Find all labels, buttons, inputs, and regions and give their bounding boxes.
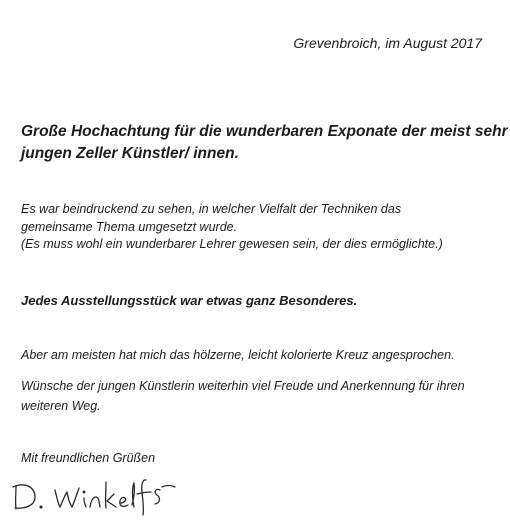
paragraph3-line-2: weiteren Weg. [21,399,101,413]
handwritten-signature [10,476,180,516]
paragraph-techniques [21,201,443,254]
closing-greeting: Mit freundlichen Grüßen [21,451,156,465]
heading-line-2: jungen Zeller Künstler/ innen. [21,145,239,162]
paragraph1-line-1: Es war beindruckend zu sehen, in welcher Vielfalt der Techniken das [21,202,402,216]
paragraph-cross: Aber am meisten hat mich das hölzerne, leicht kolorierte Kreuz angesprochen. [21,348,455,362]
paragraph1-line-3: (Es muss wohl ein wunderbarer Lehrer gewesen sein, der dies ermöglichte.) [21,237,443,251]
letter-heading [21,121,508,165]
paragraph-wishes [21,376,465,416]
paragraph1-line-2: gemeinsame Thema umgesetzt wurde. [21,219,238,234]
heading-line-1: Große Hochachtung für die wunderbaren Exponate der meist sehr [21,123,508,140]
place-date: Grevenbroich, im August 2017 [293,35,482,51]
emphasis-sentence: Jedes Ausstellungsstück war etwas ganz Besonderes. [21,293,358,308]
paragraph3-line-1: Wünsche der jungen Künstlerin weiterhin viel Freude und Anerkennung für ihren [21,379,465,393]
